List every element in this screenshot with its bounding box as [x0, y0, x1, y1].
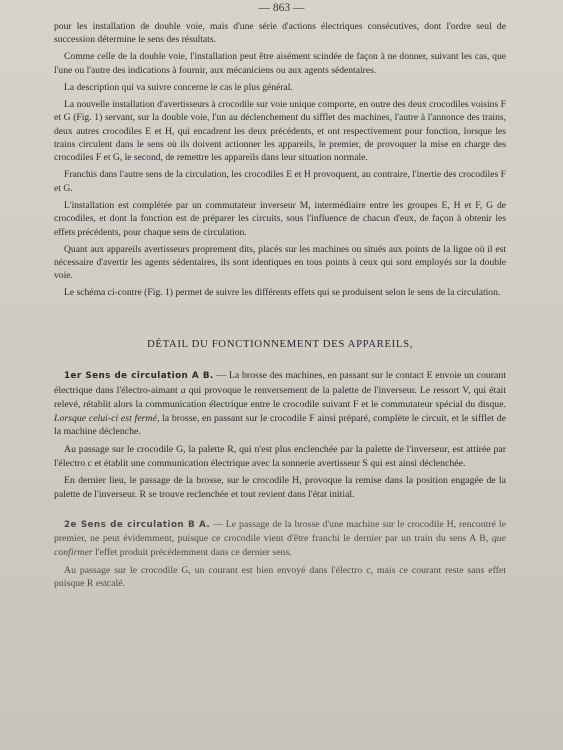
paragraph-2: Comme celle de la double voie, l'installation peut être aisément scindée de façon à ne donner, suivant les cas, que l'une ou l'autre des indications à fournir, aux mécaniciens ou aux agents sédentaires. — [54, 51, 506, 76]
section-heading: DÉTAIL DU FONCTIONNEMENT DES APPAREILS, — [147, 337, 413, 350]
paragraph-5: Franchis dans l'autre sens de la circulation, les crocodiles E et H provoquent, au contraire, l'inertie des crocodiles F et G. — [54, 169, 506, 194]
sens-1-variable: a — [180, 385, 186, 397]
page-number: — 863 — — [258, 2, 305, 14]
sens-2-text-b: l'effet produit précédemment dans ce dernier sens. — [92, 547, 292, 559]
paragraph-1: pour les installation de double voie, mais d'une série d'actions électriques consécutives, dont l'ordre seul de succession détermine le sens des résultats. — [54, 21, 506, 46]
page-body — [54, 20, 506, 595]
sens-1-section — [54, 369, 506, 501]
sens-1-paragraph-2: Au passage sur le crocodile G, la palette R, qui n'est plus enclenchée par la palette de l'inverseur, est attirée par l'électro c et établit une communication électrique avec la sonnerie avertisseur S qui est ainsi déclenchée. — [54, 443, 506, 469]
paragraph-7: Quant aux appareils avertisseurs proprement dits, placés sur les machines ou situés aux points de la ligne où il est nécessaire d'avertir les agents sédentaires, ils sont identiques en tous points à ceux qui sont employés sur la double voie. — [54, 243, 506, 282]
sens-1-emphasis: Lorsque celui-ci est fermé — [54, 412, 157, 424]
sens-2-section — [54, 518, 506, 592]
paragraph-3: La description qui va suivre concerne le cas le plus général. — [64, 81, 293, 93]
sens-1-text-b: qui provoque le renversement de la palette de l'inverseur. Le ressort V, qui était relevé, rétablit alors la communication électrique entre le crocodile suivant F et le commutateur spécial du disque. — [54, 385, 506, 410]
paragraph-8: Le schéma ci-contre (Fig. 1) permet de suivre les différents effets qui se produisent selon le sens de la circulation. — [64, 287, 501, 299]
sens-2-text-a: — Le passage de la brosse d'une machine sur le crocodile H, rencontré le premier, ne peut évidemment, puisque ce crocodile vient d'être franchi le dernier par un train du sens A B, — [54, 518, 506, 545]
sens-2-paragraph-1 — [54, 518, 506, 560]
sens-2-paragraph-2: Au passage sur le crocodile G, un courant est bien envoyé dans l'électro c, mais ce courant reste sans effet puisque R estcalé. — [54, 564, 506, 590]
paragraph-6: L'installation est complétée par un commutateur inverseur M, intermédiaire entre les groupes E, H et F, G de crocodiles, et dont la fonction est de préparer les circuits, sous l'influence de chacun d'eux, de façon à obtenir les effets précédents, pour chaque sens de circulation. — [54, 199, 506, 238]
sens-1-paragraph-1 — [54, 369, 506, 439]
sens-2-emphasis: que confirmer — [54, 533, 506, 559]
sens-2-label: 2e Sens de circulation B A. — [64, 519, 211, 530]
sens-1-text-a: — La brosse des machines, en passant sur le contact E envoie un courant électrique dans l'électro-aimant — [54, 370, 506, 397]
paragraph-4: La nouvelle installation d'avertisseurs à crocodile sur voie unique comporte, en outre des deux crocodiles voisins F et G (Fig. 1) servant, sur la double voie, l'un au déclenchement du sifflet des machines, l'autre à l'annonce des trains, deux autres crocodiles E et H, qui encadrent les deux précédents, et ont respectivement pour fonction, lorsque les trains circulent dans le sens où ils doivent actionner les appareils, le premier, de provoquer la mise en charge des crocodiles F et G, le second, de remettre les appareils dans leur situation normale. — [54, 98, 506, 164]
sens-1-text-c: , la brosse, en passant sur le crocodile F ainsi préparé, complète le circuit, et le sifflet de la machine déclenche. — [54, 412, 507, 438]
sens-1-paragraph-3: En dernier lieu, le passage de la brosse, sur le crocodile H, provoque la remise dans la position engagée de la palette de l'inverseur. R se trouve reclenchée et tout revient dans l'état initial. — [54, 475, 506, 500]
sens-1-label: 1er Sens de circulation A B. — [64, 371, 214, 382]
